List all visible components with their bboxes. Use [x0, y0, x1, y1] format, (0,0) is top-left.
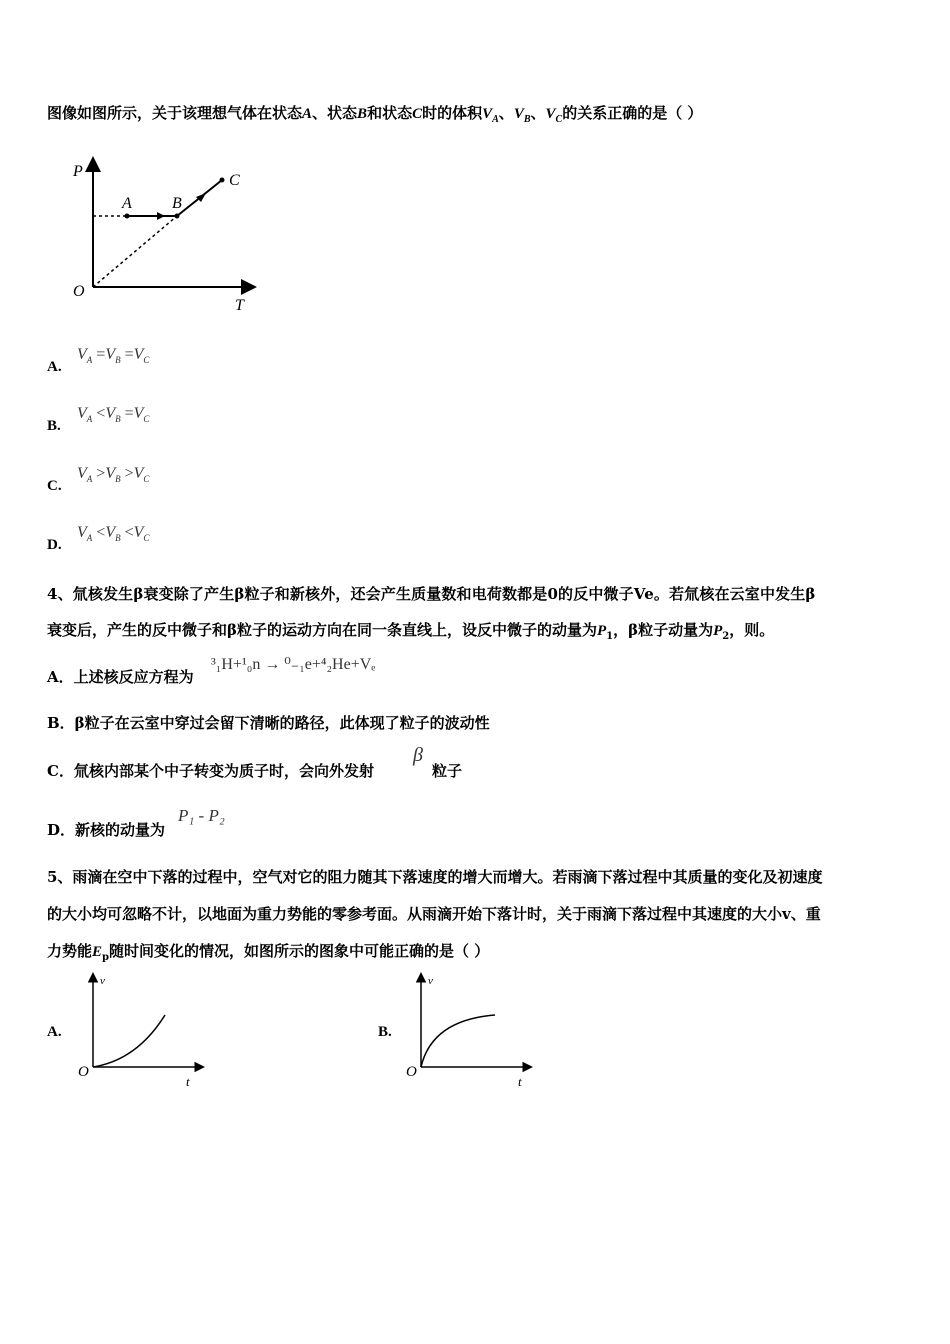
origin-label: O [78, 1064, 89, 1080]
origin-label: O [73, 283, 85, 300]
q5-graph-b [400, 970, 535, 1090]
point-a-label: A [122, 195, 132, 212]
curve-concave-up [93, 1015, 165, 1067]
q5-stem-line3: 力势能$E_p$随时间变化的情况，如图所示的图象中可能正确的是（ ） [47, 942, 490, 963]
q3-option-c-formula: $V_A >V_B >V_C$ [77, 465, 150, 485]
q5-stem-line2: 的大小均可忽略不计，以地面为重力势能的零参考面。从雨滴开始下落计时，关于雨滴下落过程中其速度的大小v、重 [47, 905, 821, 923]
t-axis-label: t [518, 1074, 522, 1089]
origin-label: O [406, 1064, 417, 1080]
arrow-a-b [157, 212, 165, 220]
curve-concave-down [421, 1015, 495, 1067]
q3-stem: 图像如图所示，关于该理想气体在状态A、状态B和状态C时的体积$V_A$、$V_B$、$V_C$的关系正确的是（ ） [47, 104, 703, 125]
q3-option-a-formula: $V_A =V_B =V_C$ [77, 346, 150, 366]
t-axis-label: T [235, 297, 244, 314]
v-axis-label: v [428, 975, 433, 987]
q4-option-b[interactable]: B．β粒子在云室中穿过会留下清晰的路径，此体现了粒子的波动性 [47, 714, 490, 732]
dotted-diagonal [93, 216, 177, 287]
v-axis-label: v [100, 975, 105, 987]
q3-option-b-formula: $V_A <V_B =V_C$ [77, 405, 150, 425]
q4-stem-line1: 4、氚核发生β衰变除了产生β粒子和新核外，还会产生质量数和电荷数都是0的反中微子Ve。若氚核在云室中发生β [47, 585, 816, 603]
p-axis-label: P [73, 163, 83, 180]
q3-option-d-formula: $V_A <V_B <V_C$ [77, 524, 150, 544]
q4-option-d-formula: P₁ - P₂ [178, 806, 225, 825]
beta-symbol: β [413, 744, 423, 766]
t-axis-label: t [186, 1074, 190, 1089]
q5-graph-a [72, 970, 207, 1090]
point-b-label: B [172, 195, 182, 212]
q5-stem-line1: 5、雨滴在空中下落的过程中，空气对它的阻力随其下落速度的增大而增大。若雨滴下落过程中其质量的变化及初速度 [47, 868, 823, 886]
q4-stem-line2: 衰变后，产生的反中微子和β粒子的运动方向在同一条直线上，设反中微子的动量为$P_1$，β粒子动量为$P_2$，则。 [47, 621, 775, 642]
q3-pt-graph [65, 150, 265, 315]
point-c [220, 178, 225, 183]
point-a [125, 214, 130, 219]
point-c-label: C [229, 172, 240, 189]
q4-option-a-formula: ³₁H+¹₀n → ⁰₋₁e+⁴₂He+Vₑ [211, 656, 376, 673]
point-b [175, 214, 180, 219]
